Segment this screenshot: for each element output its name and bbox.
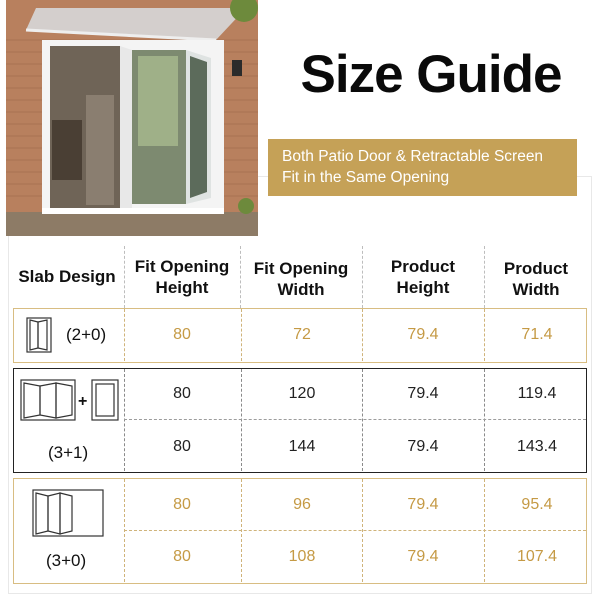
header-slab-design [14,266,120,287]
group-divider [124,369,125,471]
header-divider-4 [484,246,485,308]
bifold-3-panel-icon [32,489,104,537]
product-photo [6,0,258,236]
slab-label: (3+1) [48,443,89,462]
fit-height-value: 80 [173,438,191,455]
product-width-value: 95.4 [521,496,553,513]
bifold-3-plus-1-panel-icon [20,379,120,421]
header-divider-2 [240,246,241,308]
header-fit-width-line1: Fit Opening [253,259,349,278]
fit-width-value: 108 [288,548,316,565]
fit-width-value: 144 [288,438,316,455]
row-separator [124,419,586,420]
product-height-value: 79.4 [407,548,439,565]
bifold-2-panel-icon [26,317,52,353]
slab-label: (3+0) [46,551,87,570]
group-divider [241,369,242,471]
page-title: Size Guide [300,45,562,104]
header-product-height-line1: Product [390,257,456,276]
header-product-width [488,258,584,300]
fit-height-value: 80 [173,496,191,513]
header-fit-opening-height [128,256,236,298]
header-fit-width-line2: Width [277,280,325,299]
group-divider [362,369,363,471]
banner-line-2: Fit in the Same Opening [282,169,450,186]
header-product-width-line2: Width [512,280,560,299]
slab-label: (2+0) [66,325,107,344]
plus-sign: + [78,393,88,410]
fit-width-value: 72 [293,326,311,343]
row-separator [124,530,586,531]
product-width-value: 71.4 [521,326,553,343]
product-width-value: 107.4 [516,548,558,565]
fit-height-value: 80 [173,385,191,402]
header-divider-3 [362,246,363,308]
fit-height-value: 80 [173,326,191,343]
fit-height-value: 80 [173,548,191,565]
header-divider-1 [124,246,125,308]
product-height-value: 79.4 [407,496,439,513]
fit-width-value: 96 [293,496,311,513]
product-width-value: 119.4 [517,385,557,402]
info-banner [268,139,577,196]
group-divider [241,309,242,361]
header-fit-height-line2: Height [155,278,209,297]
header-product-height-line2: Height [396,278,450,297]
header-product-width-line1: Product [503,259,569,278]
product-height-value: 79.4 [407,326,439,343]
group-divider [362,309,363,361]
size-group-3-0 [13,478,587,584]
banner-line-1: Both Patio Door & Retractable Screen [282,148,544,165]
header-slab-design-text: Slab Design [18,267,116,286]
size-group-2-0 [13,308,587,363]
group-divider [124,309,125,361]
table-frame-right-top [591,176,592,236]
header-fit-opening-width [244,258,358,300]
header-product-height [366,256,480,298]
product-width-value: 143.4 [516,438,558,455]
header-fit-height-line1: Fit Opening [134,257,230,276]
product-height-value: 79.4 [407,438,439,455]
fit-width-value: 120 [288,385,316,402]
size-group-3-1 [13,368,587,473]
product-height-value: 79.4 [407,385,439,402]
